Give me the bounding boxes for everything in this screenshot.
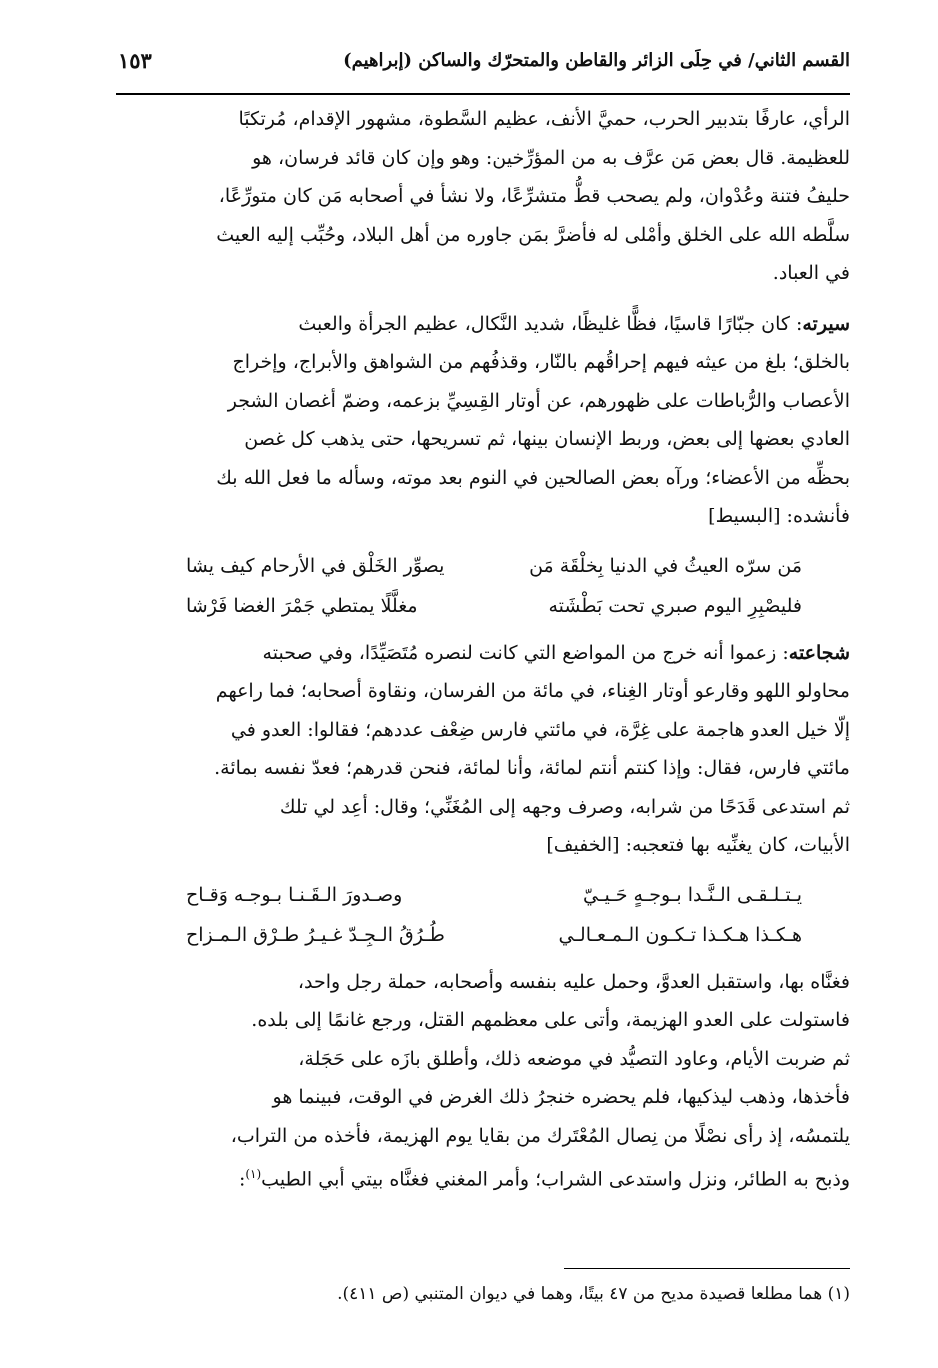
section-heading-sirah: سيرته (802, 312, 850, 335)
text-line: مائتي فارس، فقال: وإذا كنتم أنتم لمائة، وأنا لمائة، فنحن قدرهم؛ فعدّ نفسه بمائة. (214, 757, 850, 779)
paragraph-courage (118, 634, 850, 865)
paragraph-biography (118, 305, 850, 536)
footnote-reference[interactable]: (١) (245, 1167, 262, 1181)
text-segment: : زعموا أنه خرج من المواضع التي كانت لنصره مُتَصَيِّدًا، وفي صحبته (262, 641, 789, 664)
footnote: (١) هما مطلعا قصيدة مديح من ٤٧ بيتًا، وهما في ديوان المتنبي (ص ٤١١). (337, 1284, 850, 1304)
text-line: ثم استدعى قَدَحًا من شرابه، وصرف وجهه إلى المُغَنِّي؛ وقال: أعِد لي تلك (279, 795, 850, 818)
text-line: فأخذها، وذهب ليذكيها، فلم يحضره خنجرُ ذلك الغرض في الوقت، فبينما هو (272, 1086, 850, 1108)
text-line: الأعصاب والرُّباطات على ظهورهم، عن أوتار القِسِيِّ بزعمه، وضمّ أغصان الشجر (227, 389, 850, 412)
poem-basit (118, 546, 850, 626)
footnote-divider (564, 1268, 850, 1269)
text-segment: وذبح به الطائر، ونزل واستدعى الشراب؛ وأمر المغني فغنَّاه بيتي أبي الطيب (261, 1168, 850, 1191)
text-line: الرأي، عارفًا بتدبير الحرب، حميَّ الأنف، عظيم السَّطوة، مشهور الإقدام، مُرتكبًا (238, 108, 850, 130)
text-line: ثم ضربت الأيام، وعاود التصيُّد في موضعه ذلك، وأطلق بازَه على حَجَلة، (298, 1047, 850, 1070)
verse-line (118, 875, 850, 915)
verse-hemistich-first: فليصْبِرِ اليوم صبري تحت بَطْشَته (548, 594, 802, 617)
text-line: محاولو اللهو وقارعو أوتار الغِناء، في مائة من الفرسان، ونقاوة أصحابه؛ فما راعهم (215, 680, 850, 702)
text-line: فغنَّاه بها، واستقبل العدوَّ، وحمل عليه بنفسه وأصحابه، حملة رجل واحد، (297, 970, 850, 993)
verse-hemistich-first: هـكـذا هـكـذا تـكـون الـمـعـالـي (558, 923, 802, 946)
text-line (118, 1155, 850, 1199)
text-line: إلّا خيل العدو هاجمة على غِرَّة، في مائتي فارس ضِعْف عددهم؛ فقالوا: العدو في (230, 718, 850, 741)
section-heading-shajaah: شجاعته (788, 641, 850, 664)
text-line: بالخلق؛ بلغ من عيثه فيهم إحراقُهم بالنّار، وقذفُهم من الشواهق والأبراج، وإخراج (232, 351, 850, 373)
text-line: في العباد. (772, 262, 850, 284)
text-line: فأنشده: [البسيط] (708, 505, 850, 527)
paragraph-intro (118, 100, 850, 293)
text-line: سلَّطه الله على الخلق وأمْلى له فأضرَّ بمَن جاوره من أهل البلاد، وحُبِّب إليه العيث (216, 223, 850, 246)
header-title: القسم الثاني/ في حِلَى الزائر والقاطن والمتحرّك والساكن (إبراهيم) (343, 50, 850, 71)
verse-line (118, 586, 850, 626)
text-line: يلتمسُه، إذ رأى نصْلًا من نِصال المُعْتَرك من بقايا يوم الهزيمة، فأخذه من التراب، (230, 1124, 850, 1147)
main-text (118, 100, 850, 1199)
text-line: الأبيات، كان يغنِّيه بها فتعجبه: [الخفيف] (546, 834, 850, 856)
running-header (118, 44, 850, 84)
text-line: فاستولت على العدو الهزيمة، وأتى على معظمهم القتل، ورجع غانمًا إلى بلده. (251, 1009, 850, 1031)
verse-hemistich-second: مغلَّلًا يمتطي جَمْرَ الغضا فَرْشا (186, 594, 418, 617)
text-line: حليفُ فتنة وعُدْوان، ولم يصحب قطُّ متشرِّعًا، ولا نشأ في أصحابه مَن كان متورِّعًا، (218, 185, 850, 207)
verse-hemistich-second: وصـدورَ الـقَـنـا بـوجـه وَقـاح (186, 883, 403, 906)
text-line: بحظِّه من الأعضاء؛ ورآه بعض الصالحين في النوم بعد موته، وسأله ما فعل الله بك (216, 466, 850, 489)
text-line (118, 634, 850, 673)
verse-hemistich-first: يـتـلـقـى الـنَّـدا بـوجـهٍ حَـيـيّ (583, 883, 802, 906)
text-line: العادي بعضها إلى بعض، وربط الإنسان بينها، ثم تسريحها، حتى يذهب كل غصن (244, 428, 850, 450)
verse-line (118, 546, 850, 586)
header-divider (116, 93, 850, 95)
verse-hemistich-second: يصوِّر الخَلْق في الأرحام كيف يشا (186, 554, 445, 577)
verse-hemistich-second: طُـرُقُ الـجِـدّ غـيـرُ طـرْق الـمـزاح (186, 923, 445, 946)
text-segment: : (238, 1168, 246, 1191)
poem-khafif (118, 875, 850, 955)
verse-line (118, 915, 850, 955)
page-number: ١٥٣ (118, 48, 152, 73)
text-segment: : كان جبّارًا قاسيًا، فظًّا غليظًا، شديد النَّكال، عظيم الجرأة والعبث (298, 312, 803, 335)
text-line (118, 305, 850, 344)
verse-hemistich-first: مَن سرّه العيثُ في الدنيا بِخلْقَة مَن (529, 554, 802, 577)
paragraph-hunt (118, 963, 850, 1199)
text-line: للعظيمة. قال بعض مَن عرَّف به من المؤرِّخين: وهو وإن كان قائد فرسان، هو (252, 146, 850, 169)
